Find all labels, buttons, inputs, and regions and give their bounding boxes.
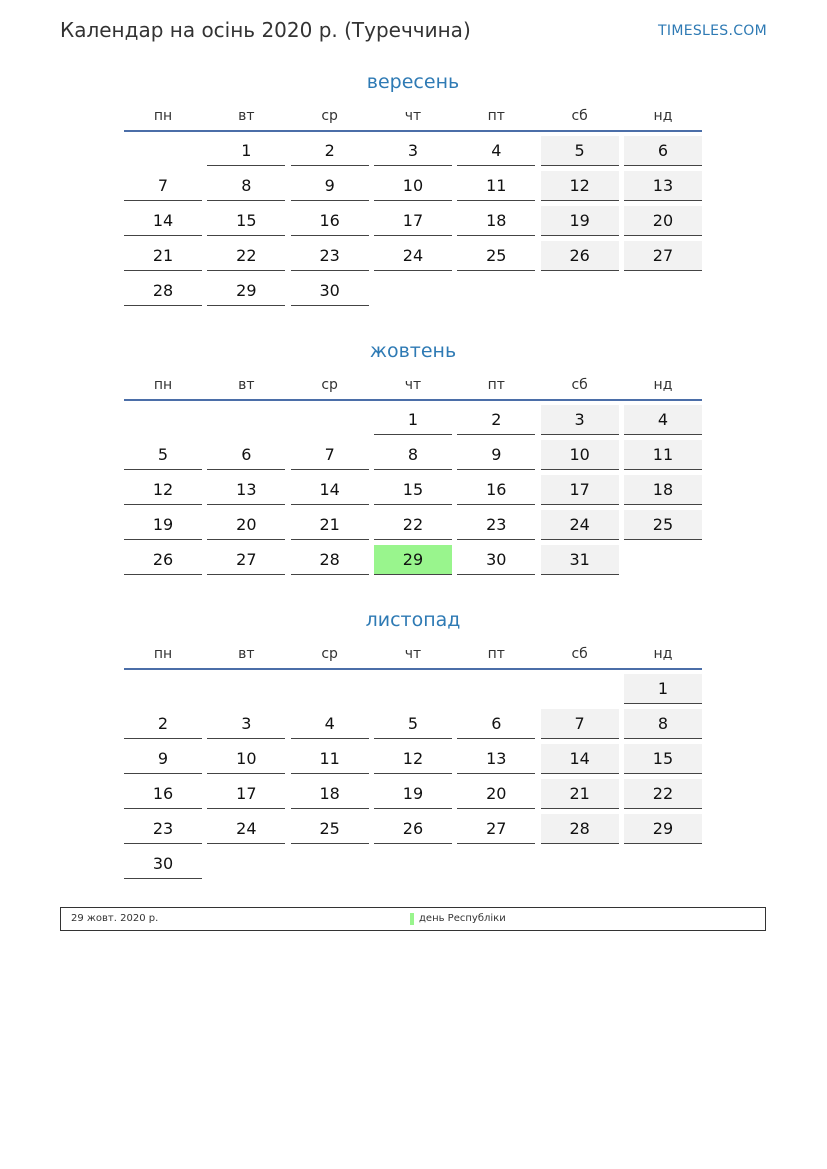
weekday-label: пт: [487, 108, 505, 124]
legend-date: 29 жовт. 2020 р.: [71, 913, 159, 924]
day-cell: 7: [291, 440, 369, 470]
weekday-label: пн: [153, 108, 173, 124]
weekday-label: чт: [404, 646, 422, 662]
month-name: листопад: [365, 609, 461, 631]
day-cell: 2: [291, 136, 369, 166]
day-cell: 2: [457, 405, 535, 435]
day-cell: 10: [541, 440, 619, 470]
day-cell: 11: [457, 171, 535, 201]
day-cell: 28: [291, 545, 369, 575]
weekday-label: ср: [321, 646, 338, 662]
legend-holiday-name: день Республіки: [419, 913, 506, 924]
day-cell: 21: [541, 779, 619, 809]
weekday-header: [124, 377, 702, 401]
day-cell: 31: [541, 545, 619, 575]
weekday-label: чт: [404, 377, 422, 393]
day-cell: 2: [124, 709, 202, 739]
month-name: вересень: [366, 71, 460, 93]
page-title: Календар на осінь 2020 р. (Туреччина): [60, 18, 471, 42]
month-september: [124, 70, 702, 306]
day-cell: 19: [374, 779, 452, 809]
day-cell: 29: [624, 814, 702, 844]
day-cell: 19: [124, 510, 202, 540]
day-cell: 6: [207, 440, 285, 470]
day-cell: 26: [124, 545, 202, 575]
day-cell: 26: [374, 814, 452, 844]
day-grid: [124, 674, 702, 879]
empty-cell: [541, 674, 619, 704]
day-cell: 3: [374, 136, 452, 166]
month-name: жовтень: [369, 340, 457, 362]
day-cell: 5: [124, 440, 202, 470]
legend-swatch: [410, 913, 414, 925]
day-cell: 23: [124, 814, 202, 844]
day-cell: 30: [124, 849, 202, 879]
day-cell: 19: [541, 206, 619, 236]
weekday-label: нд: [653, 377, 673, 393]
day-cell: 10: [374, 171, 452, 201]
empty-cell: [291, 674, 369, 704]
month-november: [124, 608, 702, 879]
day-grid: [124, 405, 702, 575]
empty-cell: [457, 674, 535, 704]
empty-cell: [124, 405, 202, 435]
empty-cell: [124, 674, 202, 704]
holiday-legend: [60, 907, 766, 931]
day-cell: 22: [624, 779, 702, 809]
empty-cell: [207, 674, 285, 704]
day-cell: 11: [624, 440, 702, 470]
weekday-label: вт: [238, 108, 255, 124]
day-cell: 20: [624, 206, 702, 236]
day-cell: 6: [624, 136, 702, 166]
day-cell: 9: [291, 171, 369, 201]
day-cell: 15: [207, 206, 285, 236]
day-cell: 8: [374, 440, 452, 470]
day-cell: 7: [124, 171, 202, 201]
day-cell: 24: [207, 814, 285, 844]
day-cell: 27: [457, 814, 535, 844]
month-october: [124, 339, 702, 575]
weekday-label: ср: [321, 108, 338, 124]
day-cell: 18: [624, 475, 702, 505]
day-cell: 16: [124, 779, 202, 809]
weekday-label: нд: [653, 108, 673, 124]
weekday-label: нд: [653, 646, 673, 662]
day-cell: 18: [291, 779, 369, 809]
day-cell: 13: [207, 475, 285, 505]
day-cell: 25: [457, 241, 535, 271]
day-cell: 8: [207, 171, 285, 201]
day-cell: 4: [457, 136, 535, 166]
day-cell: 21: [291, 510, 369, 540]
day-cell: 15: [624, 744, 702, 774]
weekday-label: сб: [571, 108, 588, 124]
day-cell: 4: [624, 405, 702, 435]
day-cell: 5: [541, 136, 619, 166]
weekday-label: сб: [571, 646, 588, 662]
weekday-header: [124, 108, 702, 132]
day-cell: 27: [207, 545, 285, 575]
day-cell: 16: [291, 206, 369, 236]
day-cell: 15: [374, 475, 452, 505]
day-cell: 26: [541, 241, 619, 271]
day-cell: 24: [541, 510, 619, 540]
day-cell: 23: [291, 241, 369, 271]
day-cell: 25: [624, 510, 702, 540]
day-cell: 16: [457, 475, 535, 505]
day-cell: 14: [541, 744, 619, 774]
day-cell: 28: [541, 814, 619, 844]
weekday-header: [124, 646, 702, 670]
day-cell: 3: [207, 709, 285, 739]
day-cell: 22: [207, 241, 285, 271]
day-cell: 9: [124, 744, 202, 774]
day-cell: 14: [291, 475, 369, 505]
weekday-label: пн: [153, 646, 173, 662]
day-cell: 18: [457, 206, 535, 236]
day-cell: 20: [207, 510, 285, 540]
weekday-label: сб: [571, 377, 588, 393]
day-cell: 24: [374, 241, 452, 271]
day-cell: 5: [374, 709, 452, 739]
day-cell: 11: [291, 744, 369, 774]
day-cell: 1: [624, 674, 702, 704]
day-cell: 12: [541, 171, 619, 201]
day-cell: 3: [541, 405, 619, 435]
day-cell: 17: [541, 475, 619, 505]
day-cell: 30: [291, 276, 369, 306]
day-cell: 10: [207, 744, 285, 774]
day-cell: 4: [291, 709, 369, 739]
day-cell: 17: [207, 779, 285, 809]
weekday-label: ср: [321, 377, 338, 393]
day-cell: 8: [624, 709, 702, 739]
empty-cell: [207, 405, 285, 435]
day-cell: 21: [124, 241, 202, 271]
day-cell: 12: [374, 744, 452, 774]
day-cell: 22: [374, 510, 452, 540]
weekday-label: вт: [238, 646, 255, 662]
day-cell: 14: [124, 206, 202, 236]
day-cell: 7: [541, 709, 619, 739]
day-cell: 27: [624, 241, 702, 271]
day-grid: [124, 136, 702, 306]
weekday-label: пт: [487, 377, 505, 393]
holiday-day-cell: 29: [374, 545, 452, 575]
day-cell: 1: [207, 136, 285, 166]
day-cell: 17: [374, 206, 452, 236]
day-cell: 29: [207, 276, 285, 306]
day-cell: 28: [124, 276, 202, 306]
day-cell: 13: [457, 744, 535, 774]
day-cell: 25: [291, 814, 369, 844]
weekday-label: пт: [487, 646, 505, 662]
day-cell: 23: [457, 510, 535, 540]
weekday-label: вт: [238, 377, 255, 393]
empty-cell: [374, 674, 452, 704]
weekday-label: пн: [153, 377, 173, 393]
day-cell: 6: [457, 709, 535, 739]
day-cell: 20: [457, 779, 535, 809]
brand-link[interactable]: TIMESLES.COM: [658, 23, 767, 39]
empty-cell: [124, 136, 202, 166]
empty-cell: [291, 405, 369, 435]
weekday-label: чт: [404, 108, 422, 124]
day-cell: 12: [124, 475, 202, 505]
day-cell: 30: [457, 545, 535, 575]
day-cell: 1: [374, 405, 452, 435]
day-cell: 9: [457, 440, 535, 470]
day-cell: 13: [624, 171, 702, 201]
